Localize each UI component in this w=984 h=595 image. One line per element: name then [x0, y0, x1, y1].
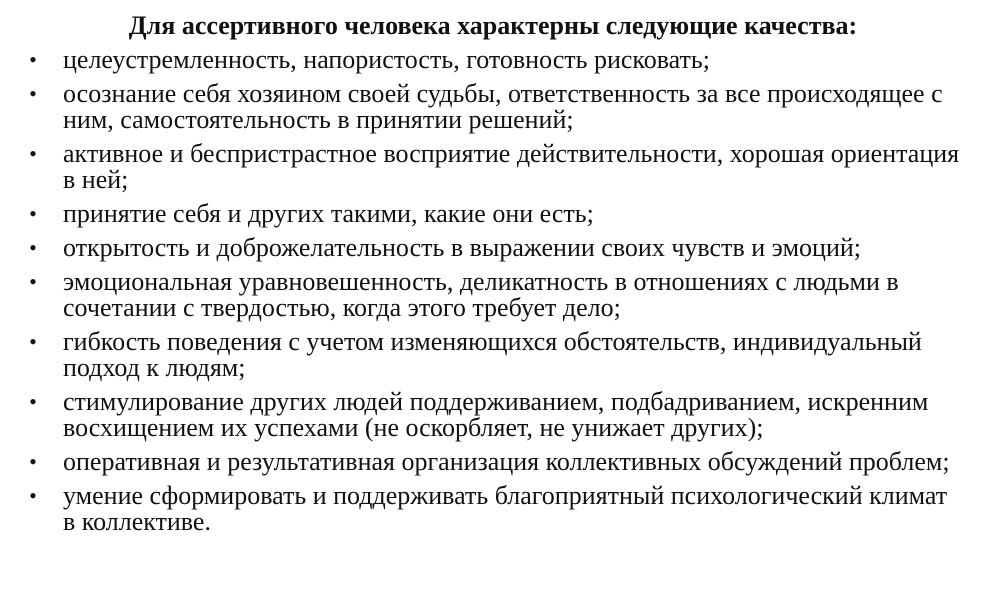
list-item-text: активное и беспристрастное восприятие действительности, хорошая ориентация в ней; [63, 139, 960, 194]
list-item [26, 483, 960, 535]
list-item-text: открытость и доброжелательность в выражении своих чувств и эмоций; [63, 233, 861, 262]
list-item [26, 269, 960, 321]
bullet-icon: • [29, 269, 37, 294]
bullet-icon: • [29, 449, 37, 474]
bullet-icon: • [29, 483, 37, 508]
bullet-icon: • [29, 201, 37, 226]
list-item-text: стимулирование других людей поддерживанием, подбадриванием, искренним восхищением их успехами (не оскорбляет, не унижает других); [63, 387, 929, 442]
list-item [26, 329, 960, 381]
bullet-icon: • [29, 81, 37, 106]
list-item [26, 141, 960, 193]
list-item-text: гибкость поведения с учетом изменяющихся обстоятельств, индивидуальный подход к людям; [63, 327, 922, 382]
list-item-text: целеустремленность, напористость, готовность рисковать; [63, 45, 710, 74]
bullet-icon: • [29, 141, 37, 166]
list-item-text: принятие себя и других такими, какие они есть; [63, 199, 594, 228]
bullet-icon: • [29, 235, 37, 260]
list-item [26, 47, 960, 73]
qualities-list [26, 47, 960, 535]
bullet-icon: • [29, 47, 37, 72]
list-item [26, 449, 960, 475]
list-item-text: оперативная и результативная организация коллективных обсуждений проблем; [63, 447, 950, 476]
list-item [26, 235, 960, 261]
bullet-icon: • [29, 389, 37, 414]
list-item [26, 81, 960, 133]
bullet-icon: • [29, 329, 37, 354]
list-item-text: осознание себя хозяином своей судьбы, ответственность за все происходящее с ним, самостоятельность в принятии решений; [63, 79, 943, 134]
list-item [26, 201, 960, 227]
page-title: Для ассертивного человека характерны следующие качества: [128, 11, 858, 40]
list-item [26, 389, 960, 441]
list-item-text: умение сформировать и поддерживать благоприятный психологический климат в коллективе. [63, 481, 948, 536]
list-item-text: эмоциональная уравновешенность, деликатность в отношениях с людьми в сочетании с твердостью, когда этого требует дело; [63, 267, 899, 322]
